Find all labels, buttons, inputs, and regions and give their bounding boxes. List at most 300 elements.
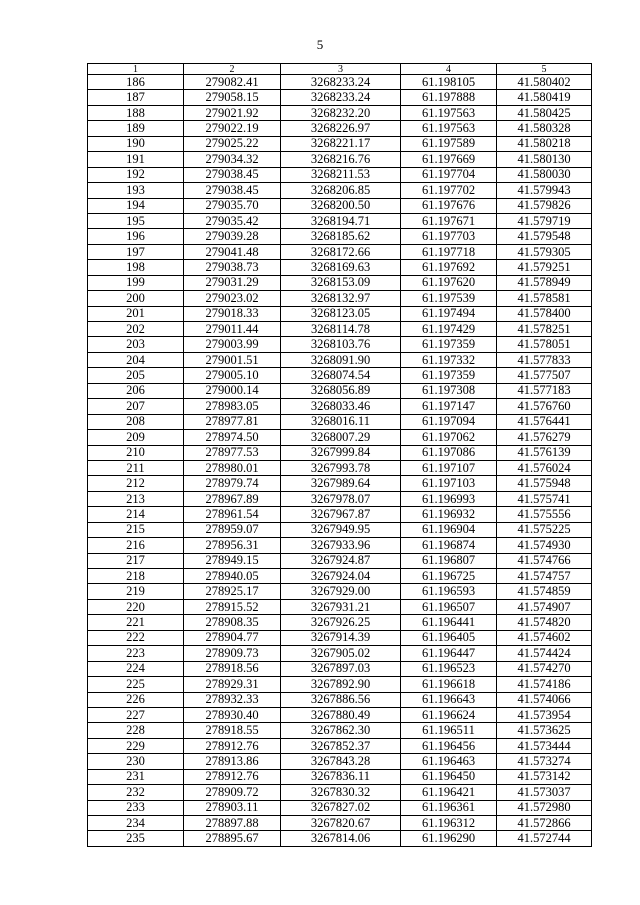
table-row (88, 244, 592, 259)
x-coordinate-cell: 278903.11 (184, 800, 281, 815)
longitude-cell: 41.576139 (497, 445, 592, 460)
y-coordinate-cell: 3267862.30 (281, 723, 401, 738)
table-row (88, 599, 592, 614)
latitude-cell: 61.197062 (401, 430, 497, 445)
x-coordinate-cell: 279041.48 (184, 244, 281, 259)
latitude-cell: 61.197103 (401, 476, 497, 491)
point-number-cell: 192 (88, 167, 184, 182)
point-number-cell: 217 (88, 553, 184, 568)
y-coordinate-cell: 3267993.78 (281, 460, 401, 475)
table-row (88, 430, 592, 445)
table-row (88, 507, 592, 522)
y-coordinate-cell: 3267949.95 (281, 522, 401, 537)
longitude-cell: 41.574766 (497, 553, 592, 568)
x-coordinate-cell: 278909.72 (184, 785, 281, 800)
table-row (88, 306, 592, 321)
table-row (88, 584, 592, 599)
y-coordinate-cell: 3268033.46 (281, 399, 401, 414)
x-coordinate-cell: 278977.53 (184, 445, 281, 460)
x-coordinate-cell: 278929.31 (184, 677, 281, 692)
table-row (88, 785, 592, 800)
longitude-cell: 41.576024 (497, 460, 592, 475)
x-coordinate-cell: 278983.05 (184, 399, 281, 414)
point-number-cell: 203 (88, 337, 184, 352)
y-coordinate-cell: 3268194.71 (281, 213, 401, 228)
y-coordinate-cell: 3267830.32 (281, 785, 401, 800)
latitude-cell: 61.197147 (401, 399, 497, 414)
longitude-cell: 41.575948 (497, 476, 592, 491)
table-row (88, 352, 592, 367)
longitude-cell: 41.574602 (497, 630, 592, 645)
y-coordinate-cell: 3268172.66 (281, 244, 401, 259)
table-header-row (88, 64, 592, 75)
longitude-cell: 41.579826 (497, 198, 592, 213)
latitude-cell: 61.197692 (401, 260, 497, 275)
y-coordinate-cell: 3268056.89 (281, 383, 401, 398)
latitude-cell: 61.197094 (401, 414, 497, 429)
point-number-cell: 199 (88, 275, 184, 290)
longitude-cell: 41.576760 (497, 399, 592, 414)
point-number-cell: 211 (88, 460, 184, 475)
y-coordinate-cell: 3267929.00 (281, 584, 401, 599)
latitude-cell: 61.196361 (401, 800, 497, 815)
latitude-cell: 61.196447 (401, 646, 497, 661)
latitude-cell: 61.197704 (401, 167, 497, 182)
y-coordinate-cell: 3267897.03 (281, 661, 401, 676)
y-coordinate-cell: 3268233.24 (281, 75, 401, 90)
column-header-3: 3 (281, 64, 401, 75)
x-coordinate-cell: 279038.45 (184, 183, 281, 198)
x-coordinate-cell: 279031.29 (184, 275, 281, 290)
longitude-cell: 41.573444 (497, 738, 592, 753)
longitude-cell: 41.573142 (497, 769, 592, 784)
point-number-cell: 227 (88, 707, 184, 722)
longitude-cell: 41.578949 (497, 275, 592, 290)
point-number-cell: 221 (88, 615, 184, 630)
x-coordinate-cell: 279003.99 (184, 337, 281, 352)
y-coordinate-cell: 3267886.56 (281, 692, 401, 707)
latitude-cell: 61.197494 (401, 306, 497, 321)
table-body (88, 75, 592, 847)
x-coordinate-cell: 279022.19 (184, 121, 281, 136)
point-number-cell: 235 (88, 831, 184, 846)
longitude-cell: 41.574424 (497, 646, 592, 661)
longitude-cell: 41.574757 (497, 569, 592, 584)
table-row (88, 677, 592, 692)
latitude-cell: 61.197086 (401, 445, 497, 460)
point-number-cell: 218 (88, 569, 184, 584)
y-coordinate-cell: 3268169.63 (281, 260, 401, 275)
x-coordinate-cell: 279038.73 (184, 260, 281, 275)
table-row (88, 445, 592, 460)
latitude-cell: 61.197563 (401, 105, 497, 120)
latitude-cell: 61.196507 (401, 599, 497, 614)
table-row (88, 738, 592, 753)
point-number-cell: 194 (88, 198, 184, 213)
y-coordinate-cell: 3268016.11 (281, 414, 401, 429)
table-row (88, 229, 592, 244)
latitude-cell: 61.197563 (401, 121, 497, 136)
point-number-cell: 207 (88, 399, 184, 414)
longitude-cell: 41.577833 (497, 352, 592, 367)
table-row (88, 291, 592, 306)
y-coordinate-cell: 3267880.49 (281, 707, 401, 722)
longitude-cell: 41.578251 (497, 322, 592, 337)
point-number-cell: 189 (88, 121, 184, 136)
table-row (88, 707, 592, 722)
x-coordinate-cell: 278925.17 (184, 584, 281, 599)
y-coordinate-cell: 3267892.90 (281, 677, 401, 692)
table-row (88, 75, 592, 90)
table-row (88, 275, 592, 290)
point-number-cell: 191 (88, 152, 184, 167)
latitude-cell: 61.197359 (401, 337, 497, 352)
x-coordinate-cell: 279034.32 (184, 152, 281, 167)
table-row (88, 831, 592, 846)
y-coordinate-cell: 3268221.17 (281, 136, 401, 151)
table-row (88, 769, 592, 784)
latitude-cell: 61.197332 (401, 352, 497, 367)
table-row (88, 661, 592, 676)
latitude-cell: 61.197669 (401, 152, 497, 167)
latitude-cell: 61.197702 (401, 183, 497, 198)
table-row (88, 754, 592, 769)
latitude-cell: 61.196643 (401, 692, 497, 707)
coordinates-table (87, 63, 592, 847)
longitude-cell: 41.575556 (497, 507, 592, 522)
point-number-cell: 220 (88, 599, 184, 614)
y-coordinate-cell: 3267978.07 (281, 491, 401, 506)
table-row (88, 399, 592, 414)
x-coordinate-cell: 278912.76 (184, 769, 281, 784)
latitude-cell: 61.196904 (401, 522, 497, 537)
point-number-cell: 233 (88, 800, 184, 815)
y-coordinate-cell: 3268153.09 (281, 275, 401, 290)
table-row (88, 816, 592, 831)
y-coordinate-cell: 3268211.53 (281, 167, 401, 182)
longitude-cell: 41.574820 (497, 615, 592, 630)
x-coordinate-cell: 279005.10 (184, 368, 281, 383)
longitude-cell: 41.579943 (497, 183, 592, 198)
longitude-cell: 41.579251 (497, 260, 592, 275)
table-row (88, 167, 592, 182)
point-number-cell: 231 (88, 769, 184, 784)
x-coordinate-cell: 279038.45 (184, 167, 281, 182)
x-coordinate-cell: 278908.35 (184, 615, 281, 630)
table-row (88, 152, 592, 167)
y-coordinate-cell: 3267814.06 (281, 831, 401, 846)
point-number-cell: 202 (88, 322, 184, 337)
x-coordinate-cell: 278918.56 (184, 661, 281, 676)
latitude-cell: 61.197676 (401, 198, 497, 213)
latitude-cell: 61.196456 (401, 738, 497, 753)
latitude-cell: 61.197429 (401, 322, 497, 337)
longitude-cell: 41.577183 (497, 383, 592, 398)
table-row (88, 414, 592, 429)
x-coordinate-cell: 278974.50 (184, 430, 281, 445)
longitude-cell: 41.579548 (497, 229, 592, 244)
x-coordinate-cell: 278932.33 (184, 692, 281, 707)
longitude-cell: 41.580218 (497, 136, 592, 151)
y-coordinate-cell: 3267931.21 (281, 599, 401, 614)
table-row (88, 322, 592, 337)
x-coordinate-cell: 278949.15 (184, 553, 281, 568)
table-row (88, 383, 592, 398)
column-header-4: 4 (401, 64, 497, 75)
latitude-cell: 61.197308 (401, 383, 497, 398)
y-coordinate-cell: 3268103.76 (281, 337, 401, 352)
table-row (88, 213, 592, 228)
longitude-cell: 41.580328 (497, 121, 592, 136)
point-number-cell: 223 (88, 646, 184, 661)
latitude-cell: 61.196312 (401, 816, 497, 831)
latitude-cell: 61.196874 (401, 538, 497, 553)
table-row (88, 646, 592, 661)
longitude-cell: 41.573954 (497, 707, 592, 722)
y-coordinate-cell: 3267852.37 (281, 738, 401, 753)
table-row (88, 522, 592, 537)
table-row (88, 800, 592, 815)
longitude-cell: 41.575741 (497, 491, 592, 506)
y-coordinate-cell: 3268200.50 (281, 198, 401, 213)
x-coordinate-cell: 278895.67 (184, 831, 281, 846)
point-number-cell: 230 (88, 754, 184, 769)
x-coordinate-cell: 278979.74 (184, 476, 281, 491)
x-coordinate-cell: 278904.77 (184, 630, 281, 645)
longitude-cell: 41.574270 (497, 661, 592, 676)
y-coordinate-cell: 3268185.62 (281, 229, 401, 244)
latitude-cell: 61.196441 (401, 615, 497, 630)
x-coordinate-cell: 279082.41 (184, 75, 281, 90)
table-row (88, 136, 592, 151)
point-number-cell: 193 (88, 183, 184, 198)
y-coordinate-cell: 3268114.78 (281, 322, 401, 337)
y-coordinate-cell: 3268226.97 (281, 121, 401, 136)
longitude-cell: 41.578051 (497, 337, 592, 352)
latitude-cell: 61.196450 (401, 769, 497, 784)
table-row (88, 553, 592, 568)
y-coordinate-cell: 3267924.04 (281, 569, 401, 584)
latitude-cell: 61.196993 (401, 491, 497, 506)
x-coordinate-cell: 279021.92 (184, 105, 281, 120)
y-coordinate-cell: 3267924.87 (281, 553, 401, 568)
point-number-cell: 224 (88, 661, 184, 676)
longitude-cell: 41.574186 (497, 677, 592, 692)
latitude-cell: 61.196807 (401, 553, 497, 568)
table-row (88, 337, 592, 352)
y-coordinate-cell: 3267999.84 (281, 445, 401, 460)
latitude-cell: 61.196463 (401, 754, 497, 769)
column-header-5: 5 (497, 64, 592, 75)
x-coordinate-cell: 278918.55 (184, 723, 281, 738)
longitude-cell: 41.572744 (497, 831, 592, 846)
x-coordinate-cell: 279058.15 (184, 90, 281, 105)
point-number-cell: 206 (88, 383, 184, 398)
latitude-cell: 61.197888 (401, 90, 497, 105)
x-coordinate-cell: 278912.76 (184, 738, 281, 753)
y-coordinate-cell: 3267905.02 (281, 646, 401, 661)
latitude-cell: 61.196523 (401, 661, 497, 676)
point-number-cell: 188 (88, 105, 184, 120)
page-number: 5 (316, 37, 324, 52)
y-coordinate-cell: 3267914.39 (281, 630, 401, 645)
latitude-cell: 61.196932 (401, 507, 497, 522)
point-number-cell: 210 (88, 445, 184, 460)
point-number-cell: 228 (88, 723, 184, 738)
point-number-cell: 212 (88, 476, 184, 491)
point-number-cell: 213 (88, 491, 184, 506)
x-coordinate-cell: 278959.07 (184, 522, 281, 537)
longitude-cell: 41.575225 (497, 522, 592, 537)
longitude-cell: 41.580402 (497, 75, 592, 90)
x-coordinate-cell: 279018.33 (184, 306, 281, 321)
table-row (88, 90, 592, 105)
y-coordinate-cell: 3268074.54 (281, 368, 401, 383)
table-row (88, 723, 592, 738)
longitude-cell: 41.576279 (497, 430, 592, 445)
longitude-cell: 41.580419 (497, 90, 592, 105)
latitude-cell: 61.197620 (401, 275, 497, 290)
x-coordinate-cell: 279023.02 (184, 291, 281, 306)
column-header-1: 1 (88, 64, 184, 75)
longitude-cell: 41.576441 (497, 414, 592, 429)
point-number-cell: 225 (88, 677, 184, 692)
latitude-cell: 61.198105 (401, 75, 497, 90)
y-coordinate-cell: 3267827.02 (281, 800, 401, 815)
table-row (88, 615, 592, 630)
longitude-cell: 41.572980 (497, 800, 592, 815)
table-row (88, 569, 592, 584)
point-number-cell: 200 (88, 291, 184, 306)
point-number-cell: 195 (88, 213, 184, 228)
longitude-cell: 41.580425 (497, 105, 592, 120)
longitude-cell: 41.579719 (497, 213, 592, 228)
latitude-cell: 61.197539 (401, 291, 497, 306)
longitude-cell: 41.572866 (497, 816, 592, 831)
point-number-cell: 190 (88, 136, 184, 151)
y-coordinate-cell: 3268233.24 (281, 90, 401, 105)
longitude-cell: 41.574907 (497, 599, 592, 614)
latitude-cell: 61.197703 (401, 229, 497, 244)
table-row (88, 105, 592, 120)
latitude-cell: 61.196405 (401, 630, 497, 645)
point-number-cell: 197 (88, 244, 184, 259)
longitude-cell: 41.578400 (497, 306, 592, 321)
point-number-cell: 222 (88, 630, 184, 645)
y-coordinate-cell: 3267933.96 (281, 538, 401, 553)
y-coordinate-cell: 3267989.64 (281, 476, 401, 491)
x-coordinate-cell: 278961.54 (184, 507, 281, 522)
x-coordinate-cell: 278897.88 (184, 816, 281, 831)
table-row (88, 368, 592, 383)
longitude-cell: 41.580130 (497, 152, 592, 167)
point-number-cell: 219 (88, 584, 184, 599)
x-coordinate-cell: 278980.01 (184, 460, 281, 475)
latitude-cell: 61.196618 (401, 677, 497, 692)
x-coordinate-cell: 278940.05 (184, 569, 281, 584)
table-row (88, 460, 592, 475)
x-coordinate-cell: 278913.86 (184, 754, 281, 769)
y-coordinate-cell: 3268123.05 (281, 306, 401, 321)
point-number-cell: 226 (88, 692, 184, 707)
latitude-cell: 61.196290 (401, 831, 497, 846)
longitude-cell: 41.580030 (497, 167, 592, 182)
column-header-2: 2 (184, 64, 281, 75)
y-coordinate-cell: 3267926.25 (281, 615, 401, 630)
y-coordinate-cell: 3268206.85 (281, 183, 401, 198)
longitude-cell: 41.577507 (497, 368, 592, 383)
table-row (88, 476, 592, 491)
point-number-cell: 187 (88, 90, 184, 105)
table-row (88, 183, 592, 198)
point-number-cell: 204 (88, 352, 184, 367)
latitude-cell: 61.197589 (401, 136, 497, 151)
table-row (88, 260, 592, 275)
table-row (88, 121, 592, 136)
x-coordinate-cell: 279035.42 (184, 213, 281, 228)
y-coordinate-cell: 3267820.67 (281, 816, 401, 831)
longitude-cell: 41.579305 (497, 244, 592, 259)
point-number-cell: 232 (88, 785, 184, 800)
y-coordinate-cell: 3268216.76 (281, 152, 401, 167)
point-number-cell: 229 (88, 738, 184, 753)
latitude-cell: 61.196725 (401, 569, 497, 584)
latitude-cell: 61.196511 (401, 723, 497, 738)
latitude-cell: 61.197718 (401, 244, 497, 259)
point-number-cell: 186 (88, 75, 184, 90)
y-coordinate-cell: 3267836.11 (281, 769, 401, 784)
y-coordinate-cell: 3267843.28 (281, 754, 401, 769)
x-coordinate-cell: 278930.40 (184, 707, 281, 722)
x-coordinate-cell: 278909.73 (184, 646, 281, 661)
latitude-cell: 61.196593 (401, 584, 497, 599)
latitude-cell: 61.197107 (401, 460, 497, 475)
longitude-cell: 41.573274 (497, 754, 592, 769)
x-coordinate-cell: 278977.81 (184, 414, 281, 429)
latitude-cell: 61.196421 (401, 785, 497, 800)
y-coordinate-cell: 3268132.97 (281, 291, 401, 306)
point-number-cell: 208 (88, 414, 184, 429)
longitude-cell: 41.573037 (497, 785, 592, 800)
longitude-cell: 41.578581 (497, 291, 592, 306)
table-row (88, 630, 592, 645)
y-coordinate-cell: 3268232.20 (281, 105, 401, 120)
latitude-cell: 61.196624 (401, 707, 497, 722)
latitude-cell: 61.197671 (401, 213, 497, 228)
point-number-cell: 201 (88, 306, 184, 321)
x-coordinate-cell: 278967.89 (184, 491, 281, 506)
point-number-cell: 196 (88, 229, 184, 244)
point-number-cell: 234 (88, 816, 184, 831)
table-row (88, 692, 592, 707)
x-coordinate-cell: 279025.22 (184, 136, 281, 151)
point-number-cell: 205 (88, 368, 184, 383)
longitude-cell: 41.574859 (497, 584, 592, 599)
point-number-cell: 209 (88, 430, 184, 445)
point-number-cell: 215 (88, 522, 184, 537)
point-number-cell: 216 (88, 538, 184, 553)
longitude-cell: 41.574930 (497, 538, 592, 553)
longitude-cell: 41.573625 (497, 723, 592, 738)
x-coordinate-cell: 279035.70 (184, 198, 281, 213)
table-row (88, 491, 592, 506)
x-coordinate-cell: 278956.31 (184, 538, 281, 553)
y-coordinate-cell: 3267967.87 (281, 507, 401, 522)
longitude-cell: 41.574066 (497, 692, 592, 707)
table-row (88, 538, 592, 553)
x-coordinate-cell: 279000.14 (184, 383, 281, 398)
x-coordinate-cell: 278915.52 (184, 599, 281, 614)
